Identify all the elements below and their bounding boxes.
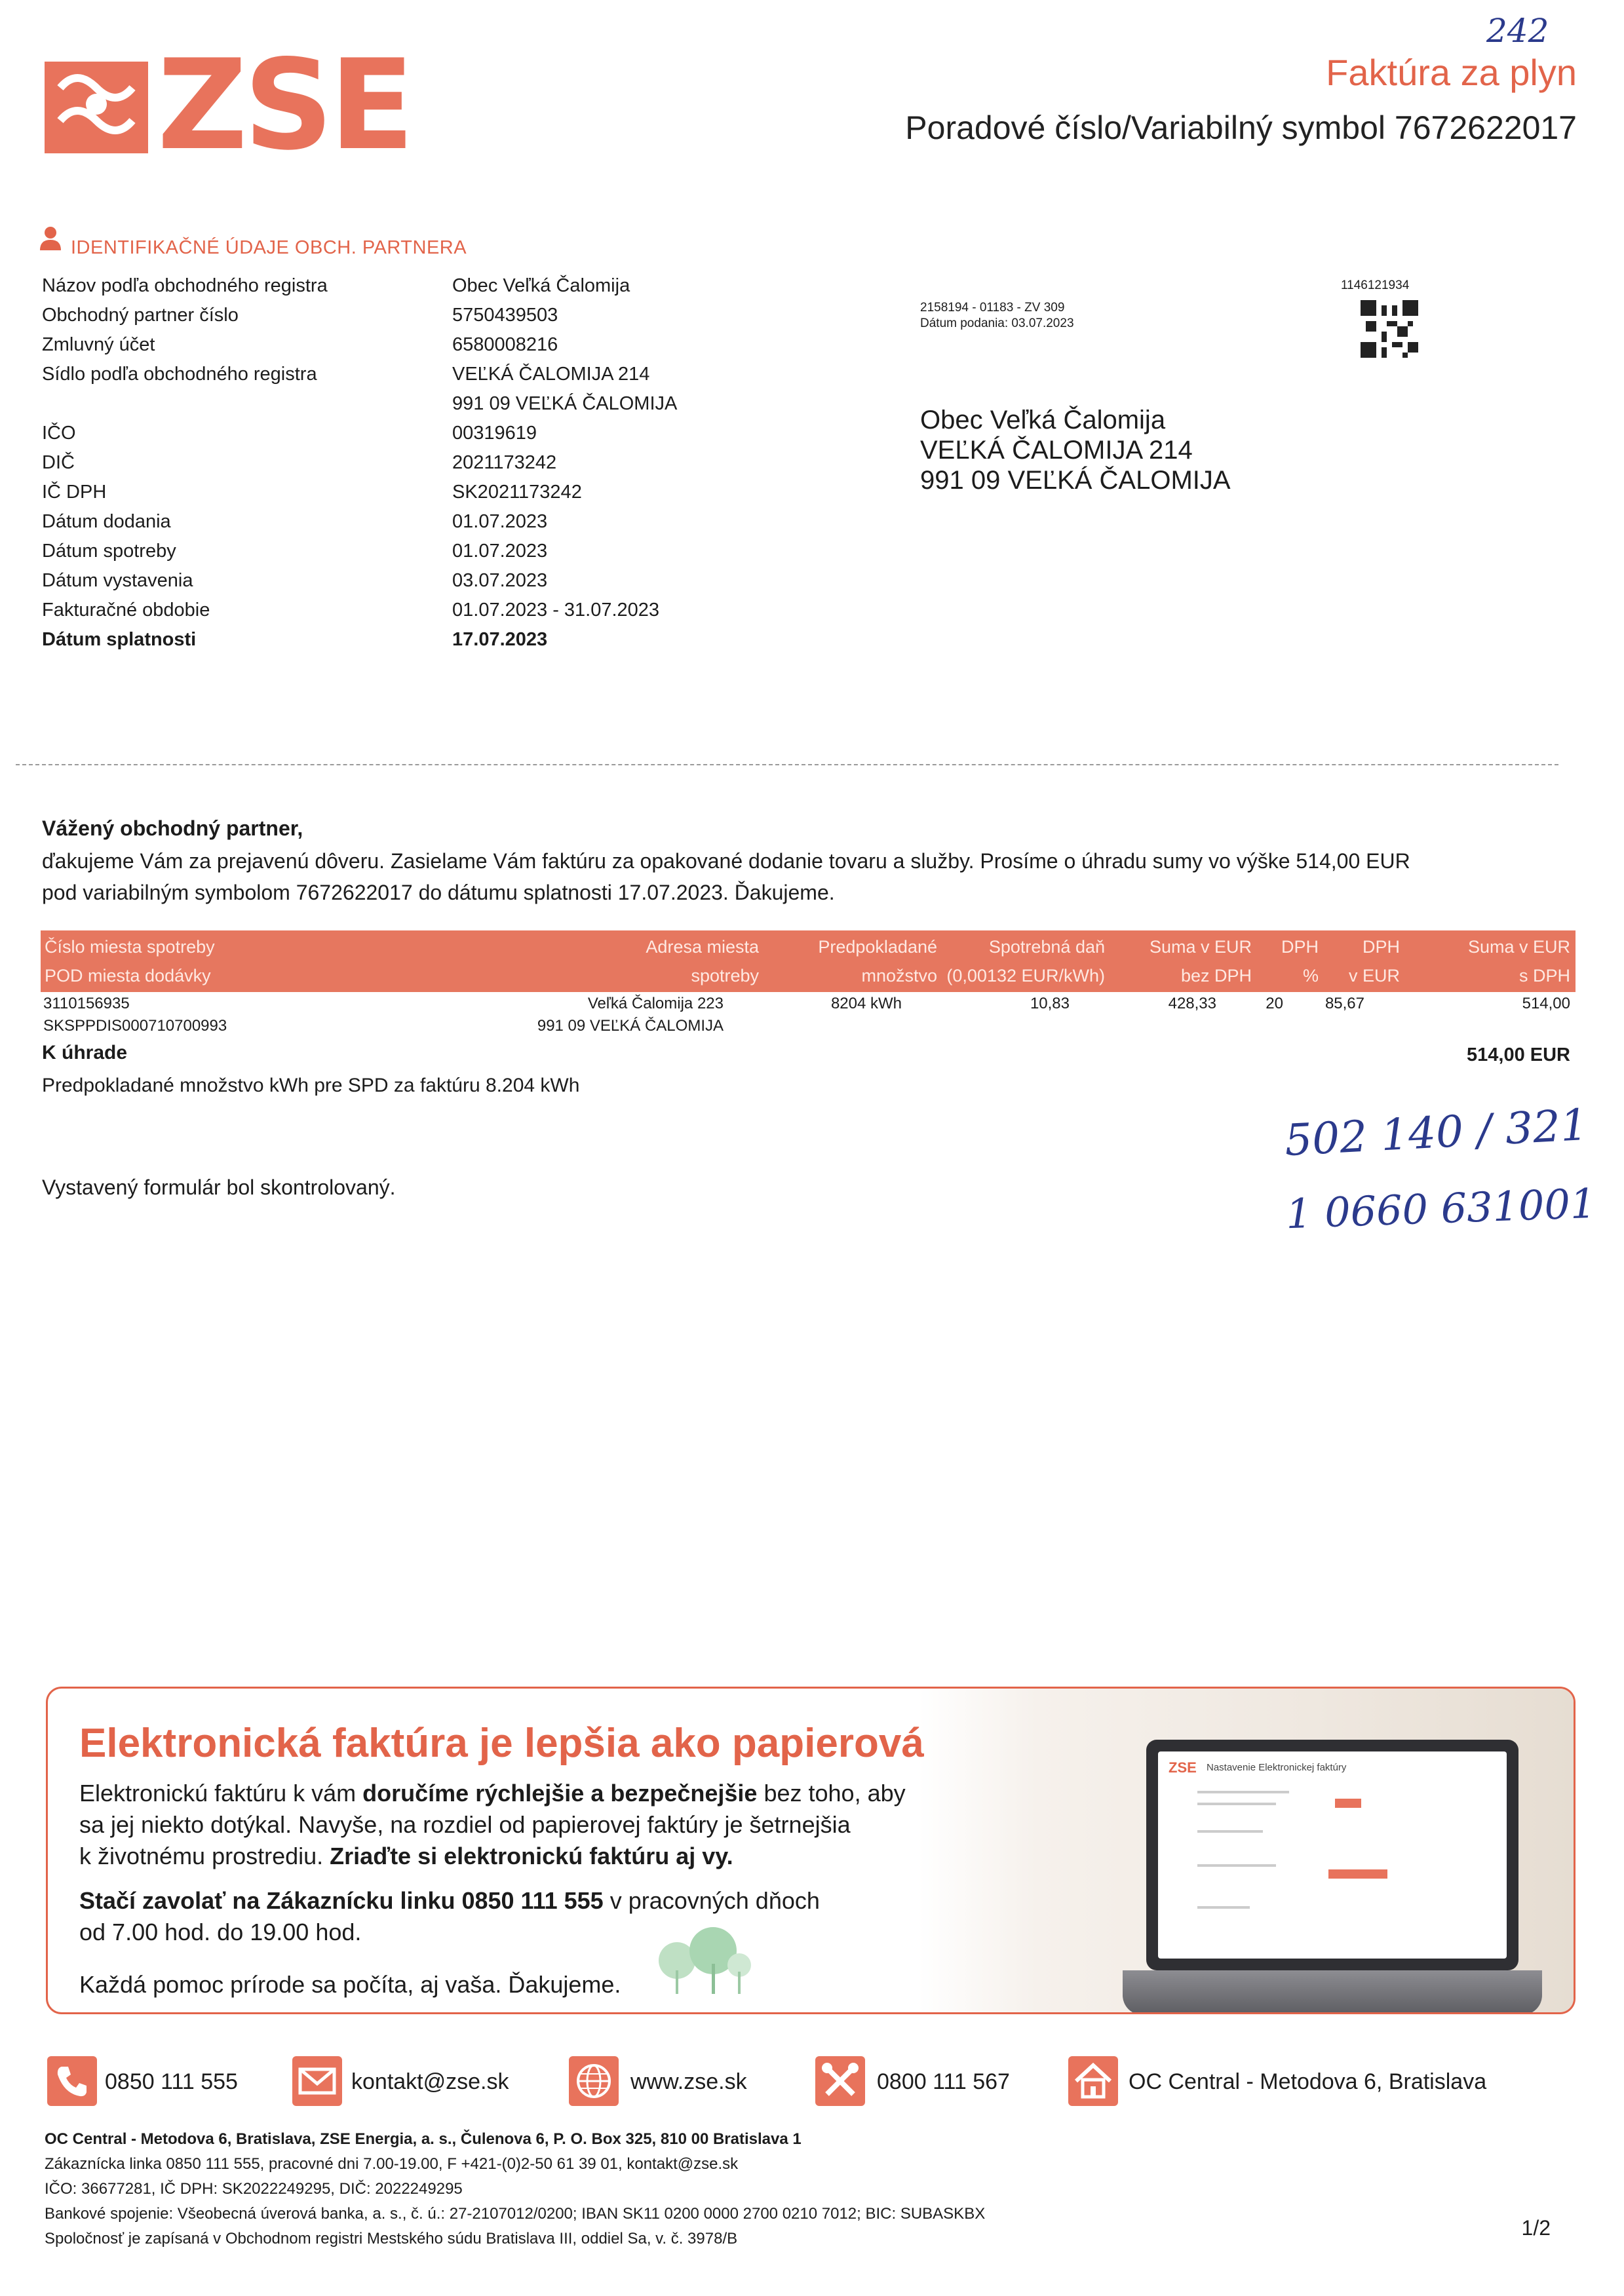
th-excise-l1: Spotrebná daň [988,937,1105,957]
letter-line1: ďakujeme Vám za prejavenú dôveru. Zasielame Vám faktúru za opakované dodanie tovaru a služby. Prosíme o úhradu sumy vo výške 514,00 EUR [42,849,1410,873]
info-row [42,452,697,482]
td-excise: 10,83 [1030,995,1070,1012]
banner-p1-c: bez toho, aby [757,1780,906,1807]
screen-form-line [1197,1864,1276,1867]
recipient-line2: VEĽKÁ ČALOMIJA 214 [920,436,1193,465]
info-label: IČO [42,423,76,444]
to-pay-value: 514,00 EUR [1467,1044,1570,1065]
th-sum-net-l1: Suma v EUR [1149,937,1252,957]
td-pod: SKSPPDIS000710700993 [43,1017,227,1035]
info-label: Dátum spotreby [42,541,176,562]
banner-paragraph-3: Každá pomoc prírode sa počíta, aj vaša. Ďakujeme. [79,1971,621,1998]
invoice-title: Faktúra za plyn [1326,52,1577,93]
th-sum-net-l2: bez DPH [1180,966,1252,985]
recipient-address [920,405,1231,495]
contact-address: OC Central - Metodova 6, Bratislava [1129,2069,1487,2094]
info-value: 00319619 [452,423,537,444]
footer-line5: Spoločnosť je zapísaná v Obchodnom registri Mestského súdu Bratislava III, oddiel Sa, v. č. 3978/B [45,2230,738,2248]
checked-note: Vystavený formulár bol skontrolovaný. [42,1176,396,1199]
td-sum-net: 428,33 [1168,995,1216,1012]
td-sum-gross: 514,00 [1522,995,1570,1012]
postal-ref-line2: Dátum podania: 03.07.2023 [920,316,1074,330]
screen-title: Nastavenie Elektronickej faktúry [1207,1762,1347,1773]
th-vat-pct-l2: % [1302,966,1319,985]
banner-p2-line2: od 7.00 hod. do 19.00 hod. [79,1919,362,1945]
info-value: 01.07.2023 - 31.07.2023 [452,600,660,621]
info-label: Dátum vystavenia [42,570,193,591]
info-row [42,482,697,512]
info-row [42,305,697,335]
th-address-l1: Adresa miesta [646,937,759,957]
td-address-l2: 991 09 VEĽKÁ ČALOMIJA [537,1017,724,1035]
screen-form-line [1197,1830,1263,1833]
info-value: 991 09 VEĽKÁ ČALOMIJA [452,393,678,414]
info-value: 17.07.2023 [452,629,548,650]
info-value: 01.07.2023 [452,511,548,532]
info-row [42,423,697,453]
banner-title: Elektronická faktúra je lepšia ako papierová [79,1721,924,1766]
info-value: 2021173242 [452,452,557,473]
contact-web[interactable]: www.zse.sk [630,2069,747,2094]
footer-line1: OC Central - Metodova 6, Bratislava, ZSE Energia, a. s., Čulenova 6, P. O. Box 325, 810 00 Bratislava 1 [45,2130,802,2148]
td-address-l1: Veľká Čalomija 223 [587,995,724,1012]
screen-form-line [1197,1906,1250,1909]
info-label: Obchodný partner číslo [42,305,239,326]
trees-icon [651,1924,756,1997]
page-number: 1/2 [1521,2216,1551,2240]
screen-form-line [1197,1803,1276,1805]
laptop-screen [1146,1740,1518,1970]
postal-ref-line1: 2158194 - 01183 - ZV 309 [920,301,1065,315]
banner-p1-a: Elektronickú faktúru k vám [79,1780,363,1807]
th-excise-l2: (0,00132 EUR/kWh) [946,966,1105,985]
to-pay-label: K úhrade [42,1042,128,1063]
info-value: Obec Veľká Čalomija [452,275,630,296]
info-row [42,364,697,394]
th-pod: POD miesta dodávky [45,966,211,985]
info-label: Fakturačné obdobie [42,600,210,621]
screen-form-button [1335,1799,1361,1808]
letter-greeting: Vážený obchodný partner, [42,816,303,840]
info-value: 5750439503 [452,305,558,326]
billing-table-header [41,930,1576,992]
info-label: Sídlo podľa obchodného registra [42,364,317,385]
qr-number: 1146121934 [1341,278,1410,292]
th-address-l2: spotreby [691,966,759,985]
info-row [42,334,697,364]
screen-form-button [1328,1869,1387,1879]
zse-logo-mark-icon [41,48,152,160]
letter-line2: pod variabilným symbolom 7672622017 do dátumu splatnosti 17.07.2023. Ďakujeme. [42,881,835,904]
banner-p1-line2: sa jej niekto dotýkal. Navyše, na rozdiel od papierovej faktúry je šetrnejšia [79,1811,851,1838]
th-sum-gross-l1: Suma v EUR [1467,937,1570,957]
quantity-note: Predpokladané množstvo kWh pre SPD za faktúru 8.204 kWh [42,1075,580,1096]
info-value: VEĽKÁ ČALOMIJA 214 [452,364,650,385]
separator-line [16,764,1558,765]
qr-code-icon [1361,300,1418,358]
postal-reference [920,300,1074,332]
info-label: DIČ [42,452,75,473]
info-label: Dátum splatnosti [42,629,197,650]
banner-p1-line3b: Zriaďte si elektronickú faktúru aj vy. [330,1843,733,1869]
handwritten-page-number: 242 [1486,12,1549,50]
th-vat-eur-l1: DPH [1362,937,1400,957]
footer-line2: Zákaznícka linka 0850 111 555, pracovné dni 7.00-19.00, F +421-(0)2-50 61 39 01, kontakt@zse.sk [45,2155,739,2173]
info-value: 01.07.2023 [452,541,548,562]
screen-form-line [1197,1791,1289,1793]
th-consumption-point: Číslo miesta spotreby [45,937,215,957]
recipient-line3: 991 09 VEĽKÁ ČALOMIJA [920,466,1231,495]
th-quantity-l1: Predpokladané [818,937,937,957]
td-quantity: 8204 kWh [830,995,902,1012]
contact-phone[interactable]: 0850 111 555 [105,2069,238,2094]
handwritten-note-2: 1 0660 631001 [1285,1179,1597,1238]
th-vat-pct-l1: DPH [1281,937,1319,957]
screen-logo: ZSE [1169,1759,1197,1776]
person-icon [38,225,63,252]
globe-icon [569,2056,619,2106]
logo-text: ZSE [157,33,411,178]
th-sum-gross-l2: s DPH [1518,966,1570,985]
info-row [42,393,697,423]
banner-p1-line3 [79,1841,906,1872]
info-value: 6580008216 [452,334,558,355]
tools-icon [815,2056,865,2106]
banner-paragraph-1 [79,1778,906,1872]
info-row [42,570,697,600]
footer-line3: IČO: 36677281, IČ DPH: SK2022249295, DIČ: 2022249295 [45,2180,463,2198]
contact-emergency-phone[interactable]: 0800 111 567 [877,2069,1010,2094]
banner-p2-a: Stačí zavolať na Zákaznícku linku 0850 111 555 [79,1887,604,1914]
info-label: Názov podľa obchodného registra [42,275,328,296]
banner-p2-b: v pracovných dňoch [603,1887,820,1914]
laptop-illustration [1123,1740,1542,2014]
laptop-display [1158,1751,1507,1959]
partner-heading-text: IDENTIFIKAČNÉ ÚDAJE OBCH. PARTNERA [71,237,467,258]
footer-line4: Bankové spojenie: Všeobecná úverová banka, a. s., č. ú.: 27-2107012/0200; IBAN SK11 0200 0000 2700 0210 7012; BIC: SUBASKBX [45,2205,986,2223]
info-value: SK2021173242 [452,482,582,503]
td-vat-eur: 85,67 [1324,995,1364,1012]
info-row [42,541,697,571]
info-label: Zmluvný účet [42,334,155,355]
handwritten-note-1: 502 140 / 321 [1283,1099,1589,1166]
info-label: IČ DPH [42,482,107,503]
recipient-line1: Obec Veľká Čalomija [920,406,1166,434]
banner-p1-b: doručíme rýchlejšie a bezpečnejšie [362,1780,758,1807]
zse-logo [41,33,411,178]
info-value: 03.07.2023 [452,570,548,591]
home-icon [1068,2056,1118,2106]
banner-p1-line1 [79,1778,906,1809]
contact-email[interactable]: kontakt@zse.sk [351,2069,509,2094]
th-quantity-l2: množstvo [861,966,937,985]
info-row [42,511,697,541]
td-consumption-point: 3110156935 [43,995,130,1012]
th-vat-eur-l2: v EUR [1348,966,1400,985]
info-label: Dátum dodania [42,511,171,532]
mail-icon [292,2056,342,2106]
e-invoice-banner [46,1687,1576,2014]
td-vat-pct: 20 [1266,995,1283,1012]
invoice-variable-symbol: Poradové číslo/Variabilný symbol 7672622017 [905,109,1577,146]
banner-p2-line1 [79,1885,820,1917]
info-row [42,600,697,630]
info-row-due-date [42,629,697,659]
info-row [42,275,697,305]
phone-icon [47,2056,97,2106]
laptop-base [1123,1970,1542,2014]
banner-p1-line3a: k životnému prostrediu. [79,1843,330,1869]
